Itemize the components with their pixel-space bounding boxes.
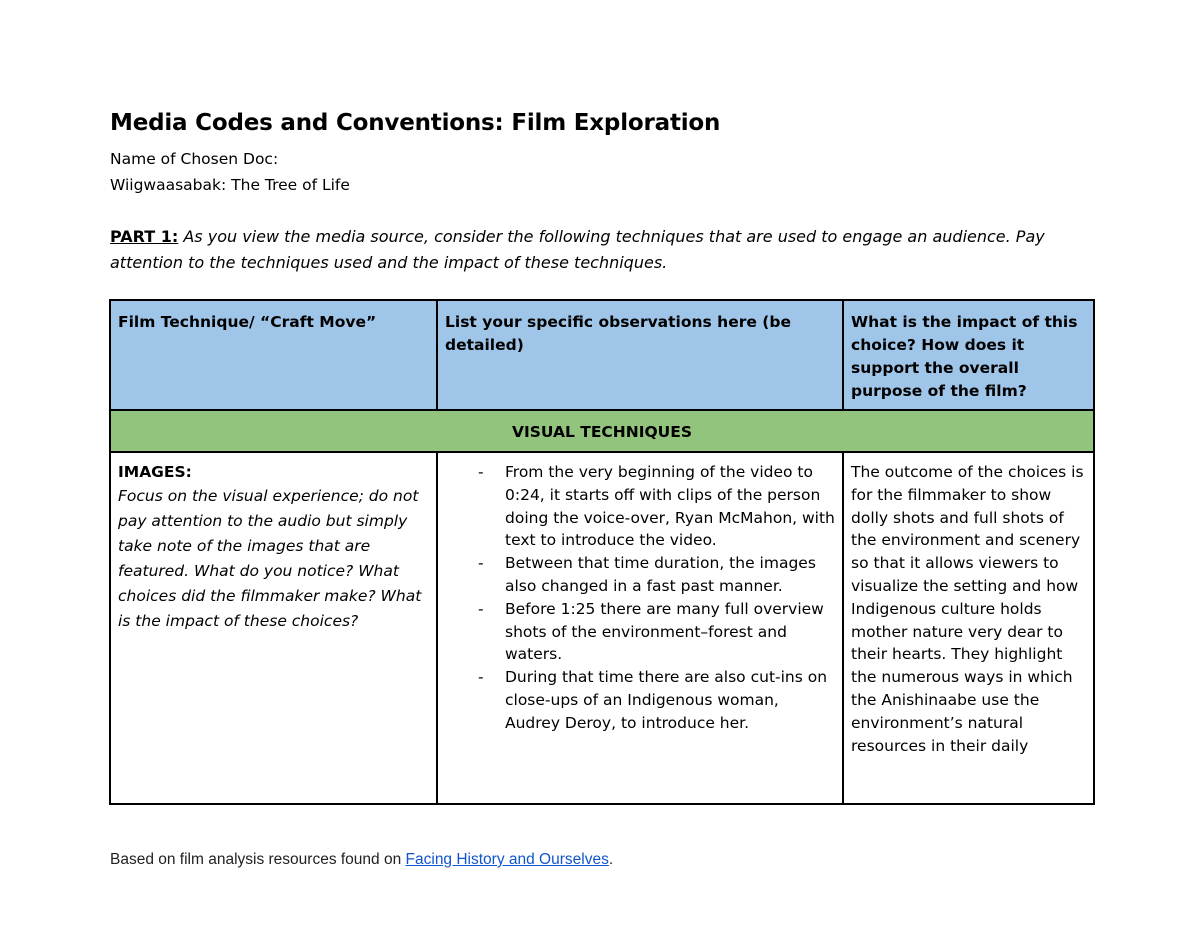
- list-item: - During that time there are also cut-ins on close-ups of an Indigenous woman, Audrey Deroy, to introduce her.: [505, 666, 836, 734]
- section-label: VISUAL TECHNIQUES: [110, 410, 1094, 452]
- section-row: [110, 410, 1094, 452]
- observations-cell[interactable]: [437, 452, 843, 804]
- name-label: Name of Chosen Doc:: [110, 150, 279, 168]
- document-title: Media Codes and Conventions: Film Exploration: [110, 110, 721, 136]
- impact-text: The outcome of the choices is for the filmmaker to show dolly shots and full shots of the environment and scenery so that it allows viewers to visualize the setting and how Indigenous culture holds mother nature very dear to their hearts. They highlight the numerous ways in which the Anishinaabe use the environment’s natural resources in their daily: [851, 463, 1084, 755]
- film-technique-table: [109, 299, 1095, 805]
- header-technique: Film Technique/ “Craft Move”: [110, 300, 437, 410]
- footer-suffix: .: [608, 851, 614, 868]
- footer-note: [110, 851, 613, 869]
- technique-title: IMAGES:: [118, 463, 192, 481]
- list-item: - From the very beginning of the video to 0:24, it starts off with clips of the person doing the voice-over, Ryan McMahon, with text to introduce the video.: [505, 461, 836, 552]
- table-header-row: [110, 300, 1094, 410]
- facing-history-link[interactable]: Facing History and Ourselves: [405, 851, 609, 868]
- part-text: As you view the media source, consider the following techniques that are used to engage an audience. Pay attention to the techniques used and the impact of these techniques.: [110, 227, 1045, 272]
- footer-text: Based on film analysis resources found on: [110, 851, 406, 868]
- doc-name: Wiigwaasabak: The Tree of Life: [110, 176, 350, 194]
- header-impact: What is the impact of this choice? How does it support the overall purpose of the film?: [843, 300, 1094, 410]
- technique-cell[interactable]: [110, 452, 437, 804]
- observations-list: [445, 461, 836, 735]
- part-1-instructions: [110, 224, 1100, 276]
- part-label: PART 1:: [110, 227, 179, 246]
- list-item: - Between that time duration, the images also changed in a fast past manner.: [505, 552, 836, 598]
- technique-prompt: Focus on the visual experience; do not pay attention to the audio but simply take note of the images that are featured. What do you notice? What choices did the filmmaker make? What is the impact of these choices?: [118, 486, 422, 630]
- table-row: [110, 452, 1094, 804]
- header-observations: List your specific observations here (be detailed): [437, 300, 843, 410]
- list-item: - Before 1:25 there are many full overview shots of the environment–forest and waters.: [505, 598, 836, 666]
- impact-cell[interactable]: [843, 452, 1094, 804]
